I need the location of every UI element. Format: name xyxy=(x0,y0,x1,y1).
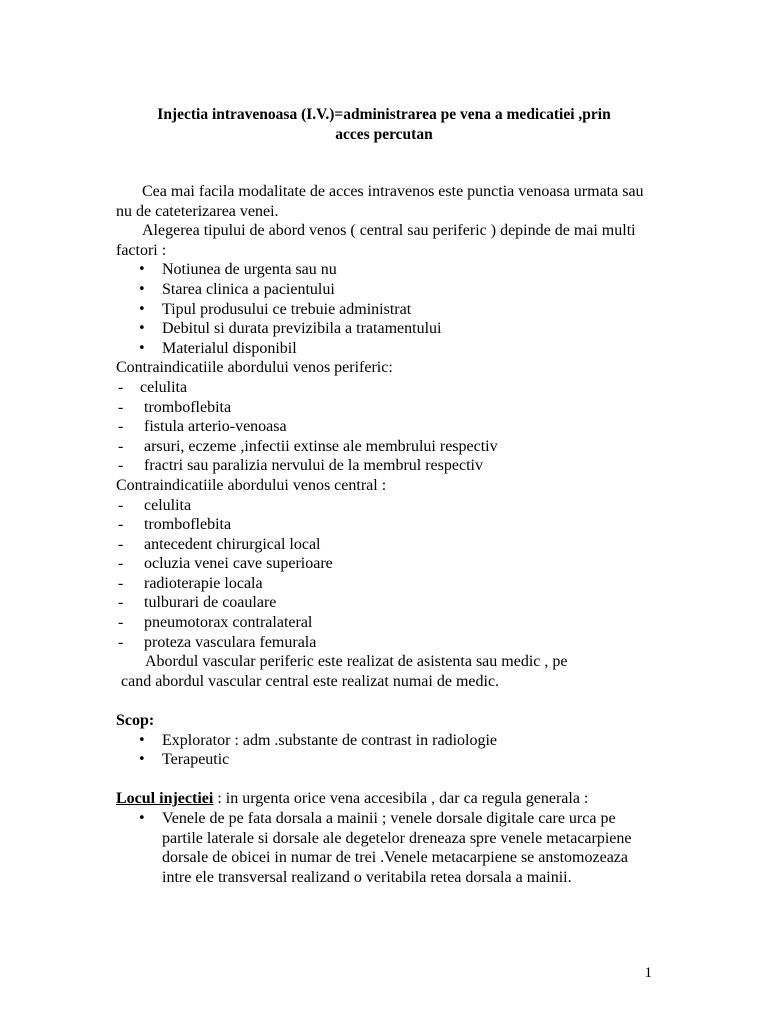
list-item: - radioterapie locala xyxy=(116,574,656,594)
intro-paragraph-1: Cea mai facila modalitate de acces intravenos este punctia venoasa urmata sau nu de cateterizarea venei. xyxy=(116,183,644,220)
list-item: • Notiunea de urgenta sau nu xyxy=(116,260,656,280)
document-title xyxy=(100,105,668,145)
contra-central-list xyxy=(116,496,656,653)
list-item: • Tipul produsului ce trebuie administrat xyxy=(116,300,656,320)
list-item: • Explorator : adm .substante de contrast in radiologie xyxy=(116,731,656,751)
list-item: • Terapeutic xyxy=(116,750,656,770)
intro-paragraph-2: Alegerea tipului de abord venos ( central sau periferic ) depinde de mai multi factori : xyxy=(116,222,636,259)
list-item: - tromboflebita xyxy=(116,398,656,418)
locul-text: : in urgenta orice vena accesibila , dar ca regula generala : xyxy=(213,790,589,808)
list-item: - fistula arterio-venoasa xyxy=(116,417,656,437)
list-item: - pneumotorax contralateral xyxy=(116,613,656,633)
title-line-1: Injectia intravenoasa (I.V.)=administrarea pe vena a medicatiei ,prin xyxy=(157,106,611,123)
spacer xyxy=(116,770,656,790)
locul-list xyxy=(116,809,656,887)
list-item: - arsuri, eczeme ,infectii extinse ale membrului respectiv xyxy=(116,437,656,457)
locul-paragraph xyxy=(116,789,656,809)
list-item: • Debitul si durata previzibila a tratamentului xyxy=(116,319,656,339)
list-item: - tulburari de coaulare xyxy=(116,593,656,613)
list-item: • Materialul disponibil xyxy=(116,339,656,359)
spacer xyxy=(116,691,656,711)
list-item: - proteza vasculara femurala xyxy=(116,633,656,653)
page-number: 1 xyxy=(644,965,652,981)
list-item: - fractri sau paralizia nervului de la membrul respectiv xyxy=(116,456,656,476)
list-item: - tromboflebita xyxy=(116,515,656,535)
abord-paragraph xyxy=(116,652,656,691)
contra-periferic-heading: Contraindicatiile abordului venos periferic: xyxy=(116,359,393,377)
locul-label: Locul injectiei xyxy=(116,790,214,808)
list-item: • Starea clinica a pacientului xyxy=(116,280,656,300)
title-line-2: acces percutan xyxy=(335,126,433,143)
contra-periferic-list xyxy=(116,378,656,476)
document-body xyxy=(116,182,656,887)
list-item: - celulita xyxy=(116,496,656,516)
list-item: • Venele de pe fata dorsala a mainii ; venele dorsale digitale care urca pe partile laterale si dorsale ale degetelor dreneaza spre venele metacarpiene dorsale de obicei in numar de trei .Venele metacarpiene se anstomozeaza intre ele transversal realizand o veritabila retea dorsala a mainii. xyxy=(116,809,656,887)
abord-line-1: Abordul vascular periferic este realizat de asistenta sau medic , pe xyxy=(145,653,568,671)
list-item: - ocluzia venei cave superioare xyxy=(116,554,656,574)
list-item: - celulita xyxy=(116,378,656,398)
abord-line-2: cand abordul vascular central este realizat numai de medic. xyxy=(121,672,500,690)
scop-list xyxy=(116,731,656,770)
factors-list xyxy=(116,260,656,358)
list-item: - antecedent chirurgical local xyxy=(116,535,656,555)
scop-heading: Scop: xyxy=(116,712,155,730)
contra-central-heading: Contraindicatiile abordului venos central : xyxy=(116,476,387,494)
